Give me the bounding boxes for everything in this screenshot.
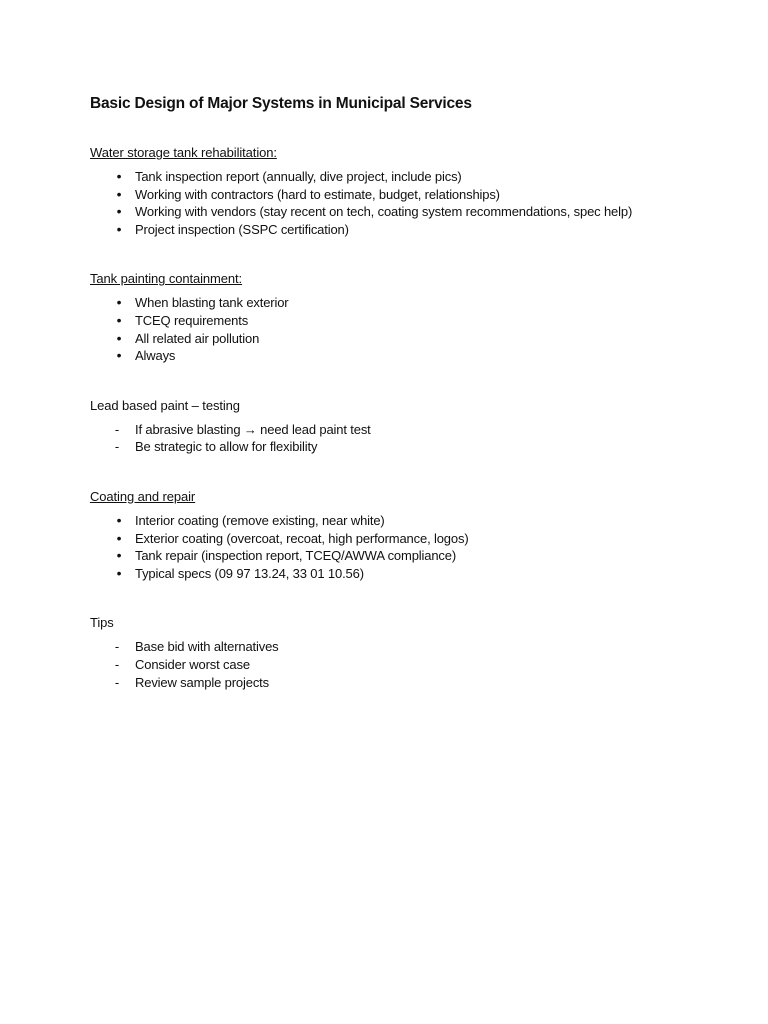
list-item — [90, 421, 730, 439]
list-item — [90, 347, 730, 365]
document-title: Basic Design of Major Systems in Municipal Services — [90, 95, 472, 112]
list-item — [90, 203, 730, 221]
bullet-marker: • — [116, 311, 122, 328]
list-item-text: Typical specs (09 97 13.24, 33 01 10.56) — [135, 565, 364, 581]
list-item-text: All related air pollution — [135, 330, 260, 346]
section-heading: Tank painting containment: — [90, 271, 243, 287]
section-coating-and-repair — [90, 488, 730, 582]
section-heading: Coating and repair — [90, 488, 196, 504]
bullet-list — [90, 168, 730, 238]
list-item — [90, 656, 730, 674]
section-tips — [90, 614, 730, 691]
list-item — [90, 186, 730, 204]
dash-list — [90, 638, 730, 691]
dash-marker: - — [114, 439, 120, 455]
document-page — [90, 93, 730, 691]
list-item-text: Review sample projects — [135, 674, 269, 690]
section-heading: Lead based paint – testing — [90, 397, 240, 413]
list-item-text: Tank inspection report (annually, dive project, include pics) — [135, 169, 462, 184]
section-tank-painting-containment — [90, 270, 730, 364]
bullet-marker: • — [116, 185, 122, 202]
list-item-text: Exterior coating (overcoat, recoat, high performance, logos) — [135, 530, 469, 546]
dash-marker: - — [114, 656, 120, 672]
bullet-marker: • — [116, 329, 122, 346]
list-item-text: TCEQ requirements — [135, 312, 249, 328]
list-item-text: Project inspection (SSPC certification) — [135, 221, 349, 237]
bullet-list — [90, 294, 730, 364]
list-item — [90, 674, 730, 692]
bullet-marker: • — [116, 511, 122, 528]
section-heading: Water storage tank rehabilitation: — [90, 145, 277, 160]
list-item — [90, 512, 730, 530]
list-item-text: Always — [135, 348, 176, 364]
section-water-storage-tank — [90, 144, 730, 238]
list-item — [90, 312, 730, 330]
list-item-text: Tank repair (inspection report, TCEQ/AWWA compliance) — [135, 548, 457, 564]
bullet-marker: • — [116, 168, 122, 184]
section-lead-based-paint — [90, 397, 730, 456]
bullet-list — [90, 512, 730, 582]
list-item — [90, 294, 730, 312]
list-item — [90, 547, 730, 565]
bullet-marker: • — [116, 294, 122, 311]
list-item-text: Working with vendors (stay recent on tech, coating system recommendations, spec help) — [135, 204, 633, 220]
list-item — [90, 438, 730, 456]
list-item — [90, 565, 730, 583]
list-item — [90, 168, 730, 186]
bullet-marker: • — [116, 347, 122, 364]
dash-marker: - — [114, 639, 120, 655]
list-item — [90, 330, 730, 348]
list-item-text: Base bid with alternatives — [135, 639, 279, 655]
bullet-marker: • — [116, 547, 122, 564]
list-item-text: Consider worst case — [135, 656, 250, 672]
bullet-marker: • — [116, 203, 122, 220]
list-item-text: Be strategic to allow for flexibility — [135, 439, 318, 455]
dash-marker: - — [114, 421, 120, 437]
list-item — [90, 530, 730, 548]
section-heading: Tips — [90, 615, 114, 631]
bullet-marker: • — [116, 564, 122, 581]
dash-marker: - — [114, 674, 120, 690]
list-item — [90, 638, 730, 656]
bullet-marker: • — [116, 529, 122, 546]
list-item-text: When blasting tank exterior — [135, 295, 289, 311]
list-item-text: If abrasive blasting → need lead paint test — [135, 421, 371, 437]
list-item-text: Working with contractors (hard to estimate, budget, relationships) — [135, 186, 500, 202]
dash-list — [90, 421, 730, 456]
list-item — [90, 221, 730, 239]
bullet-marker: • — [116, 220, 122, 237]
list-item-text: Interior coating (remove existing, near white) — [135, 512, 385, 528]
